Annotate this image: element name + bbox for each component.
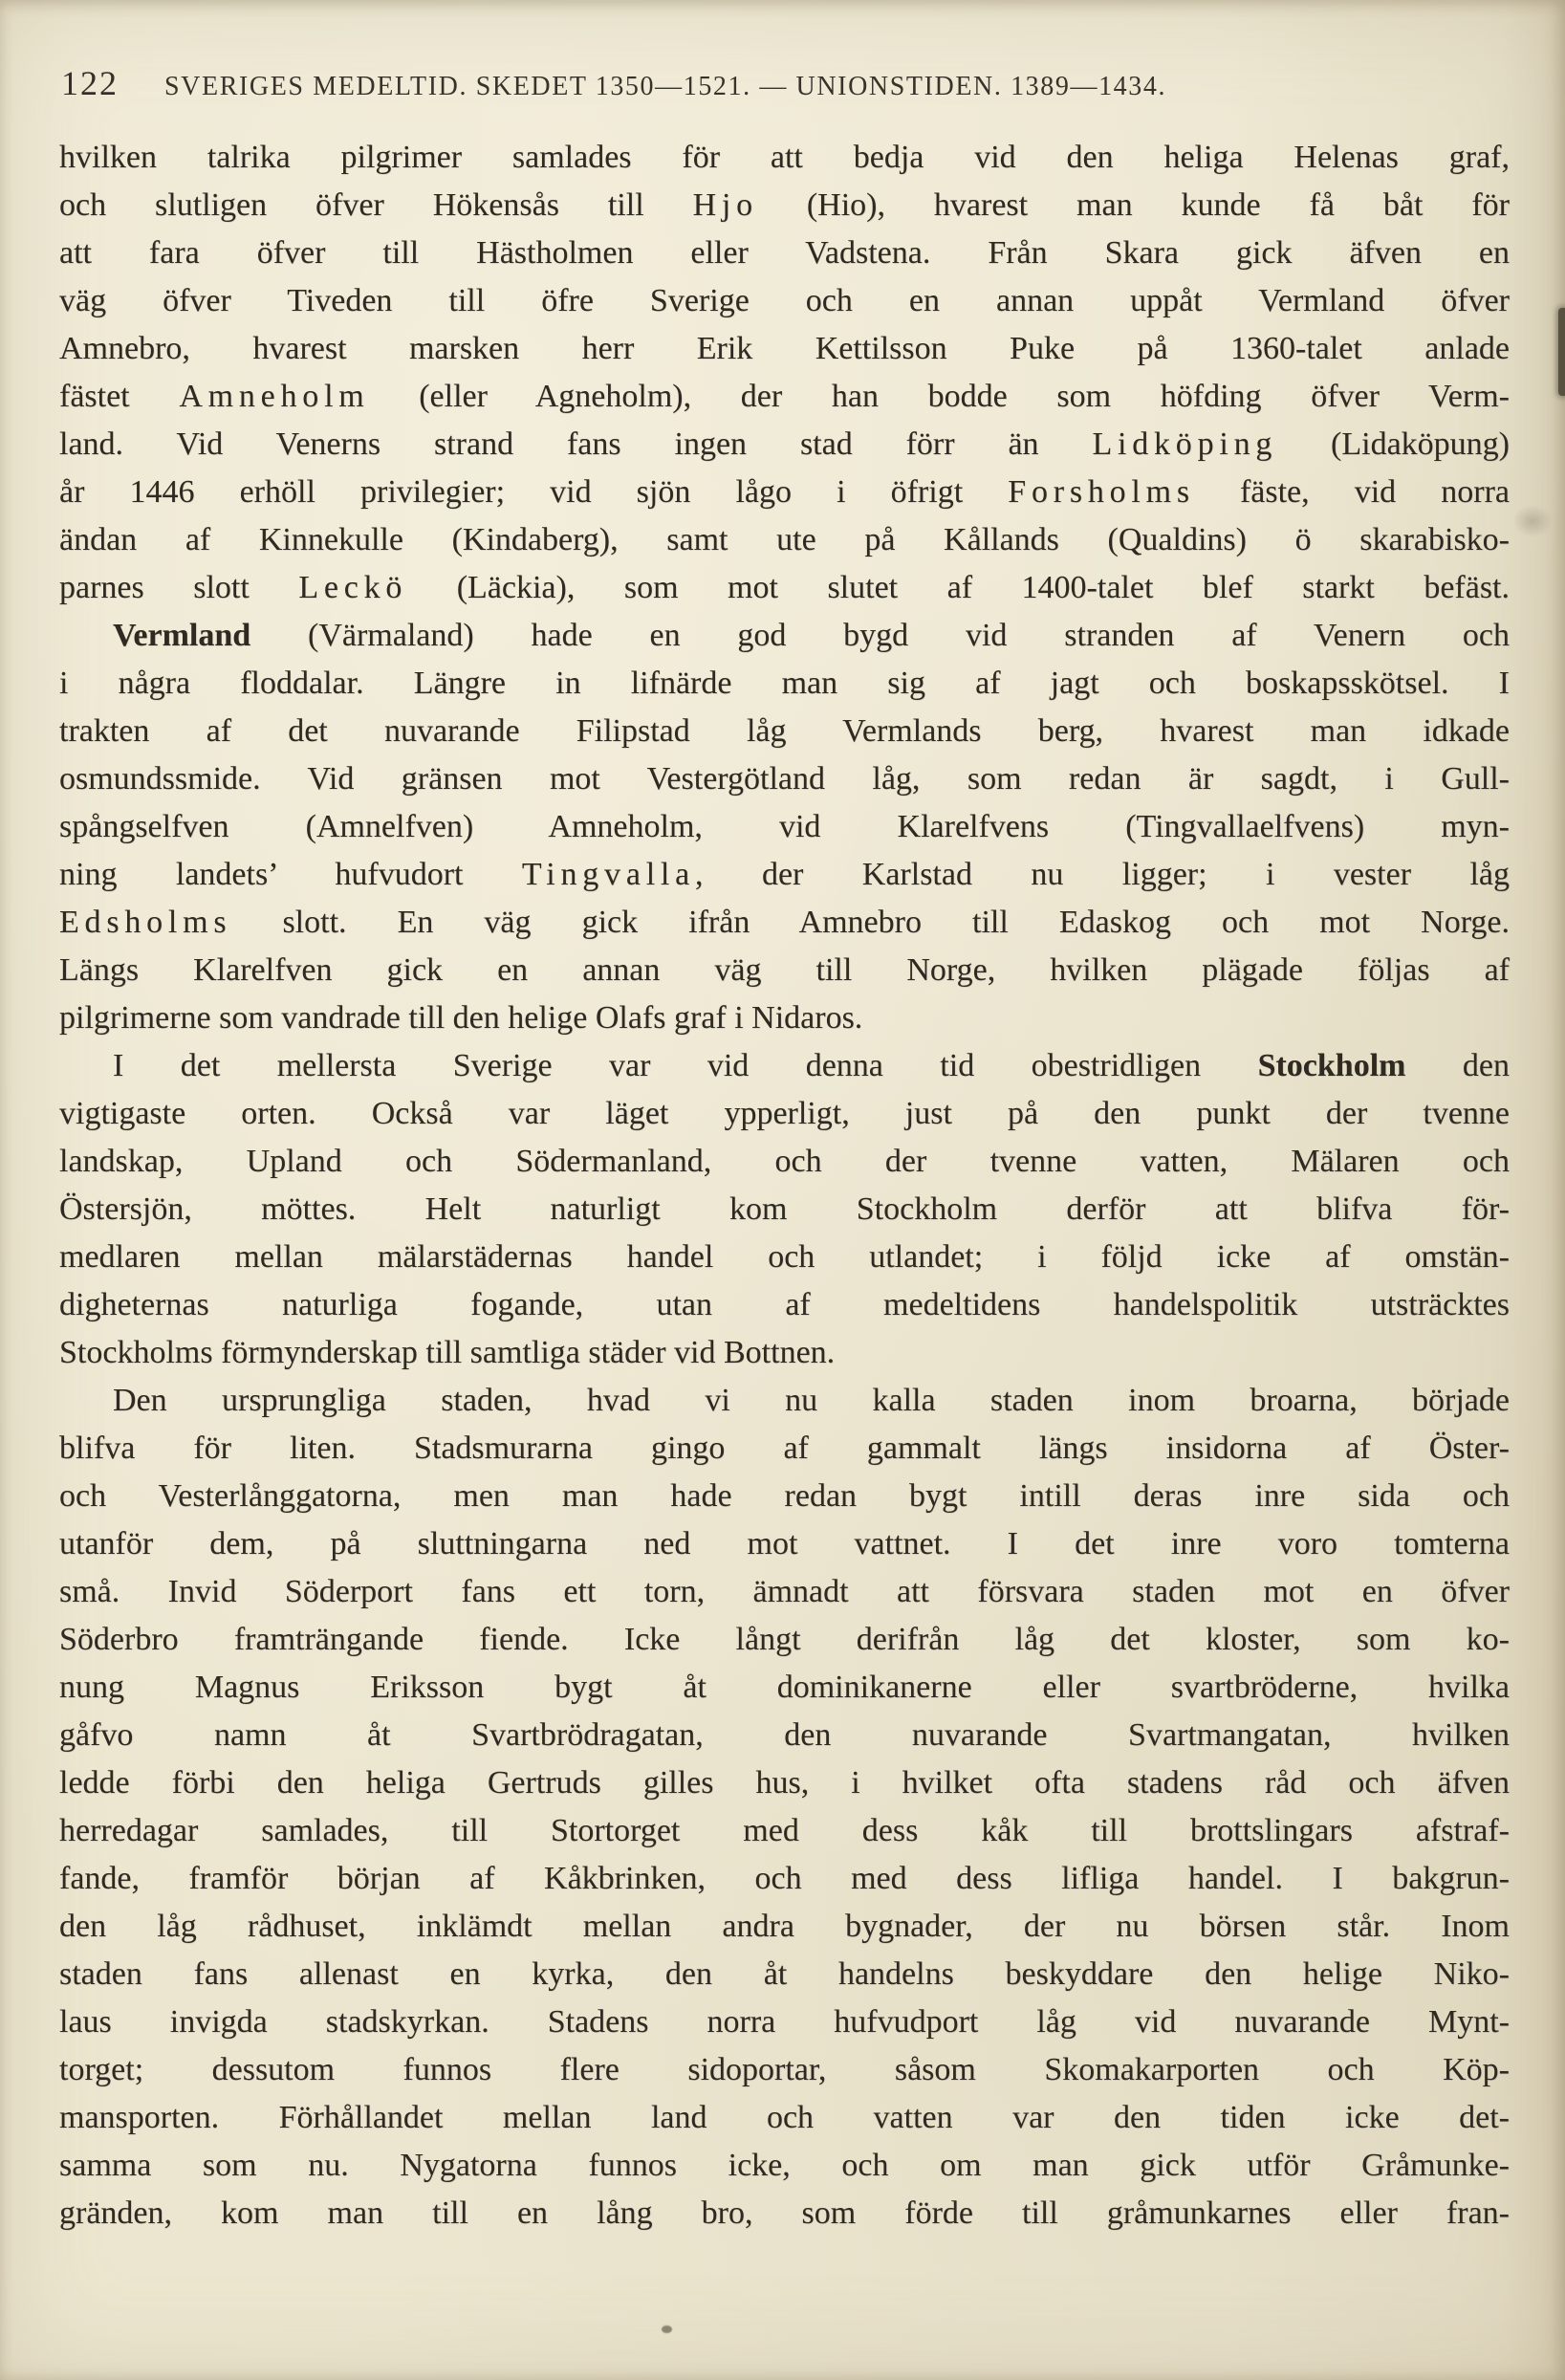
plain-text: staden fans allenast en kyrka, den åt handelns beskyddare den helige Niko- bbox=[59, 1956, 1510, 1992]
text-line bbox=[59, 1281, 1510, 1329]
scan-artifact-smudge bbox=[1512, 505, 1553, 537]
plain-text: att fara öfver till Hästholmen eller Vadstena. Från Skara gick äfven en bbox=[59, 235, 1510, 271]
plain-text: den låg rådhuset, inklämdt mellan andra bygnader, der nu börsen står. Inom bbox=[59, 1909, 1510, 1944]
text-line bbox=[59, 1664, 1510, 1712]
text-line bbox=[59, 2094, 1510, 2142]
plain-text: vigtigaste orten. Också var läget ypperligt, just på den punkt der tvenne bbox=[59, 1096, 1510, 1131]
plain-text: spångselfven (Amnelfven) Amneholm, vid Klarelfvens (Tingvallaelfvens) myn- bbox=[59, 809, 1510, 844]
text-line bbox=[59, 1234, 1510, 1281]
plain-text: den bbox=[1405, 1048, 1510, 1083]
text-line bbox=[59, 373, 1510, 421]
text-line bbox=[59, 1377, 1510, 1425]
letterspaced-text: Amneholm bbox=[179, 379, 370, 414]
text-line bbox=[59, 1425, 1510, 1473]
plain-text: små. Invid Söderport fans ett torn, ämnadt att försvara staden mot en öfver bbox=[59, 1574, 1510, 1609]
text-line bbox=[59, 134, 1510, 182]
plain-text: parnes slott bbox=[59, 570, 299, 605]
plain-text: landskap, Upland och Södermanland, och der tvenne vatten, Mälaren och bbox=[59, 1144, 1510, 1179]
text-line bbox=[59, 1090, 1510, 1138]
plain-text: Stockholms förmynderskap till samtliga städer vid Bottnen. bbox=[59, 1335, 836, 1370]
text-line bbox=[59, 2046, 1510, 2094]
plain-text: (eller Agneholm), der han bodde som höfding öfver Verm- bbox=[369, 379, 1510, 414]
plain-text: Den ursprungliga staden, hvad vi nu kalla staden inom broarna, började bbox=[113, 1383, 1510, 1418]
plain-text: (Lidaköpung) bbox=[1277, 426, 1511, 462]
text-line bbox=[59, 1998, 1510, 2046]
letterspaced-text: Edsholms bbox=[59, 905, 232, 940]
plain-text: nung Magnus Eriksson bygt åt dominikanerne eller svartbröderne, hvilka bbox=[59, 1670, 1510, 1705]
plain-text: utanför dem, på sluttningarna ned mot vattnet. I det inre voro tomterna bbox=[59, 1526, 1510, 1561]
text-line bbox=[59, 1042, 1510, 1090]
text-line bbox=[59, 2190, 1510, 2238]
text-line bbox=[59, 516, 1510, 564]
plain-text: Längs Klarelfven gick en annan väg till Norge, hvilken plägade följas af bbox=[59, 952, 1510, 988]
text-line bbox=[59, 1329, 1510, 1377]
text-line bbox=[59, 277, 1510, 325]
text-line bbox=[59, 1759, 1510, 1807]
text-line bbox=[59, 851, 1510, 899]
text-line bbox=[59, 1520, 1510, 1568]
text-line bbox=[59, 708, 1510, 755]
plain-text: mansporten. Förhållandet mellan land och vatten var den tiden icke det- bbox=[59, 2100, 1510, 2135]
letterspaced-text: Forsholms bbox=[1008, 474, 1195, 510]
plain-text: , der Karlstad nu ligger; i vester låg bbox=[695, 857, 1510, 892]
letterspaced-text: Lidköping bbox=[1092, 426, 1278, 462]
plain-text: i några floddalar. Längre in lifnärde man sig af jagt och boskapsskötsel. I bbox=[59, 666, 1510, 701]
plain-text: slott. En väg gick ifrån Amnebro till Edaskog och mot Norge. bbox=[231, 905, 1510, 940]
plain-text: och slutligen öfver Hökensås till bbox=[59, 187, 693, 223]
letterspaced-text: Leckö bbox=[298, 570, 408, 605]
text-line bbox=[59, 325, 1510, 373]
plain-text: Östersjön, möttes. Helt naturligt kom Stockholm derför att blifva för- bbox=[59, 1191, 1510, 1227]
plain-text: I det mellersta Sverige var vid denna tid obestridligen bbox=[113, 1048, 1258, 1083]
running-header-title: SVERIGES MEDELTID. SKEDET 1350—1521. — UNIONSTIDEN. 1389—1434. bbox=[164, 72, 1167, 101]
text-line bbox=[59, 229, 1510, 277]
page-number: 122 bbox=[61, 64, 119, 102]
text-line bbox=[59, 1903, 1510, 1951]
bold-text: Vermland bbox=[113, 618, 251, 653]
plain-text: samma som nu. Nygatorna funnos icke, och om man gick utför Gråmunke- bbox=[59, 2148, 1510, 2183]
plain-text: ning landets’ hufvudort bbox=[59, 857, 522, 892]
plain-text: medlaren mellan mälarstädernas handel och utlandet; i följd icke af omstän- bbox=[59, 1239, 1510, 1275]
text-line bbox=[59, 1473, 1510, 1520]
text-line bbox=[59, 469, 1510, 516]
scan-artifact-edge-sliver bbox=[1558, 308, 1565, 396]
text-line bbox=[59, 1138, 1510, 1186]
plain-text: ändan af Kinnekulle (Kindaberg), samt ute på Kållands (Qualdins) ö skarabisko- bbox=[59, 522, 1510, 557]
text-line bbox=[59, 994, 1510, 1042]
scan-artifact-speck bbox=[662, 2325, 672, 2333]
plain-text: (Hio), hvarest man kunde få båt för bbox=[757, 187, 1510, 223]
plain-text: gränden, kom man till en lång bro, som förde till gråmunkarnes eller fran- bbox=[59, 2195, 1510, 2231]
plain-text: ledde förbi den heliga Gertruds gilles hus, i hvilket ofta stadens råd och äfven bbox=[59, 1765, 1510, 1801]
plain-text: Amnebro, hvarest marsken herr Erik Kettilsson Puke på 1360-talet anlade bbox=[59, 331, 1510, 366]
text-line bbox=[59, 182, 1510, 229]
text-line bbox=[59, 564, 1510, 612]
plain-text: torget; dessutom funnos flere sidoportar, såsom Skomakarporten och Köp- bbox=[59, 2052, 1510, 2087]
plain-text: fäste, vid norra bbox=[1194, 474, 1510, 510]
plain-text: Söderbro framträngande fiende. Icke långt derifrån låg det kloster, som ko- bbox=[59, 1622, 1510, 1657]
plain-text: herredagar samlades, till Stortorget med dess kåk till brottslingars afstraf- bbox=[59, 1813, 1510, 1848]
plain-text: gåfvo namn åt Svartbrödragatan, den nuvarande Svartmangatan, hvilken bbox=[59, 1717, 1510, 1753]
plain-text: fästet bbox=[59, 379, 180, 414]
plain-text: (Läckia), som mot slutet af 1400-talet blef starkt befäst. bbox=[407, 570, 1511, 605]
plain-text: och Vesterlånggatorna, men man hade redan bygt intill deras inre sida och bbox=[59, 1478, 1510, 1514]
plain-text: land. Vid Venerns strand fans ingen stad förr än bbox=[59, 426, 1093, 462]
text-line bbox=[59, 947, 1510, 994]
text-line bbox=[59, 612, 1510, 660]
text-line bbox=[59, 660, 1510, 708]
text-line bbox=[59, 1951, 1510, 1998]
plain-text: hvilken talrika pilgrimer samlades för att bedja vid den heliga Helenas graf, bbox=[59, 140, 1510, 175]
text-line bbox=[59, 421, 1510, 469]
text-line bbox=[59, 2142, 1510, 2190]
letterspaced-text: Tingvalla bbox=[521, 857, 696, 892]
plain-text: år 1446 erhöll privilegier; vid sjön lågo i öfrigt bbox=[59, 474, 1009, 510]
letterspaced-text: Hjo bbox=[692, 187, 758, 223]
text-line bbox=[59, 803, 1510, 851]
running-header bbox=[61, 63, 1508, 103]
plain-text: pilgrimerne som vandrade till den helige Olafs graf i Nidaros. bbox=[59, 1000, 863, 1036]
plain-text: fande, framför början af Kåkbrinken, och med dess lifliga handel. I bakgrun- bbox=[59, 1861, 1510, 1896]
text-line bbox=[59, 1616, 1510, 1664]
text-line bbox=[59, 755, 1510, 803]
bold-text: Stockholm bbox=[1257, 1048, 1406, 1083]
text-line bbox=[59, 1568, 1510, 1616]
body-text bbox=[59, 134, 1510, 2238]
plain-text: (Värmaland) hade en god bygd vid stranden af Venern och bbox=[250, 618, 1510, 653]
plain-text: blifva för liten. Stadsmurarna gingo af gammalt längs insidorna af Öster- bbox=[59, 1430, 1510, 1466]
plain-text: laus invigda stadskyrkan. Stadens norra hufvudport låg vid nuvarande Mynt- bbox=[59, 2004, 1510, 2040]
text-line bbox=[59, 1186, 1510, 1234]
text-line bbox=[59, 1712, 1510, 1759]
plain-text: väg öfver Tiveden till öfre Sverige och en annan uppåt Vermland öfver bbox=[59, 283, 1510, 318]
plain-text: trakten af det nuvarande Filipstad låg Vermlands berg, hvarest man idkade bbox=[59, 713, 1510, 749]
text-line bbox=[59, 1807, 1510, 1855]
text-line bbox=[59, 1855, 1510, 1903]
plain-text: osmundssmide. Vid gränsen mot Vestergötland låg, som redan är sagdt, i Gull- bbox=[59, 761, 1510, 797]
plain-text: digheternas naturliga fogande, utan af medeltidens handelspolitik utsträcktes bbox=[59, 1287, 1510, 1322]
text-line bbox=[59, 899, 1510, 947]
